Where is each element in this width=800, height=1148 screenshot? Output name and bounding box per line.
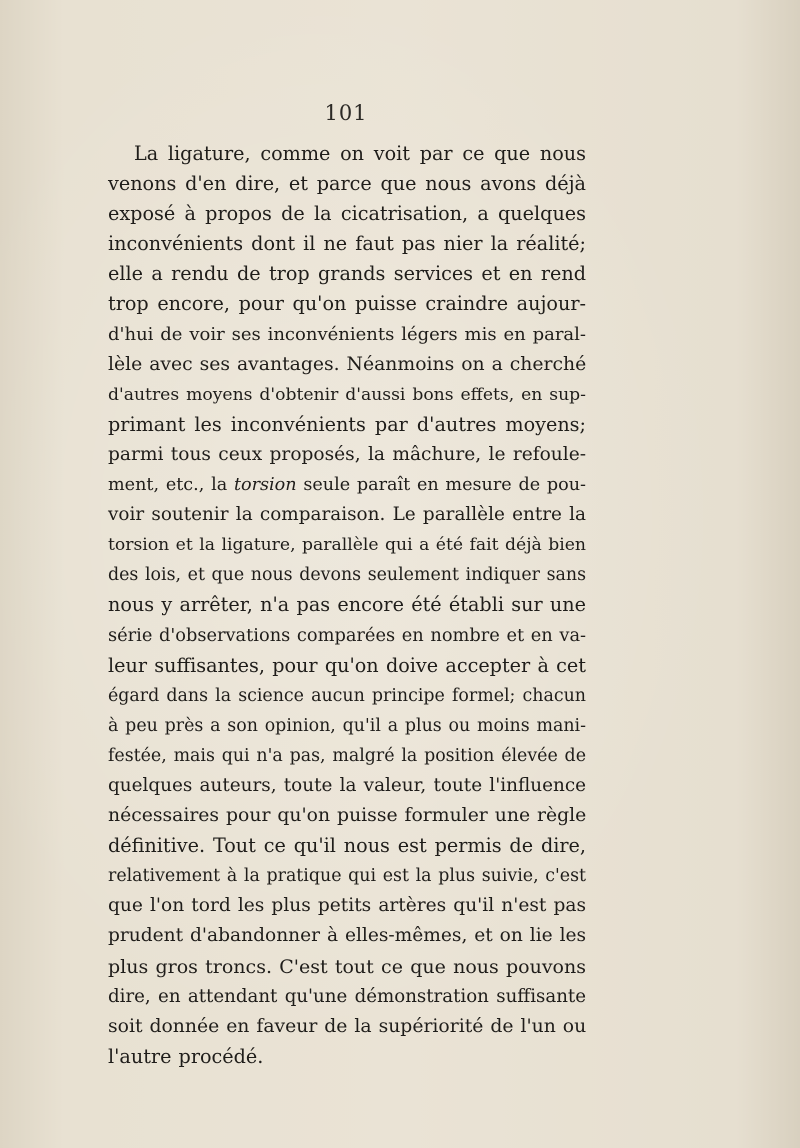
text-line: nous y arrêter, n'a pas encore été établi sur une [108,593,586,617]
text-line: à peu près a son opinion, qu'il a plus ou moins mani- [108,715,586,736]
text-line: festée, mais qui n'a pas, malgré la position élevée de [108,745,586,766]
text-line: voir soutenir la comparaison. Le parallèle entre la [108,504,586,526]
text-line: relativement à la pratique qui est la plus suivie, c'est [108,866,586,887]
text-line: nécessaires pour qu'on puisse formuler une règle [108,805,587,827]
text-line: dire, en attendant qu'une démonstration suffisante [108,985,586,1007]
text-segment: ment, etc., la [108,475,234,496]
text-line: exposé à propos de la cicatrisation, a quelques [108,202,586,226]
text-line: lèle avec ses avantages. Néanmoins on a cherché [108,353,587,375]
text-line: elle a rendu de trop grands services et en rend [108,262,586,286]
text-segment: seule paraît en mesure de pou- [296,475,586,496]
text-line: plus gros troncs. C'est tout ce que nous pouvons [108,955,586,978]
text-line-with-italic [108,470,586,500]
text-line: des lois, et que nous devons seulement indiquer sans [108,565,586,586]
text-line: soit donnée en faveur de la supériorité de l'un ou [108,1015,587,1037]
text-line: série d'observations comparées en nombre et en va- [108,624,587,646]
text-line: venons d'en dire, et parce que nous avons déjà [108,172,586,196]
text-line: primant les inconvénients par d'autres moyens; [108,412,586,436]
text-line: La ligature, comme on voit par ce que nous [134,142,586,165]
text-line: prudent d'abandonner à elles-mêmes, et on lie les [108,925,587,947]
text-line: parmi tous ceux proposés, la mâchure, le refoule- [108,443,586,465]
text-line: d'hui de voir ses inconvénients légers mis en paral- [108,323,586,345]
text-line-last: l'autre procédé. [108,1044,264,1068]
page-number: 101 [324,101,368,125]
text-line: trop encore, pour qu'on puisse craindre aujour- [108,292,586,316]
text-line: égard dans la science aucun principe formel; chacun [108,685,586,706]
italic-word-torsion: torsion [233,475,297,496]
text-line: inconvénients dont il ne faut pas nier la réalité; [108,232,586,256]
text-line: quelques auteurs, toute la valeur, toute l'influence [108,774,586,796]
text-line: que l'on tord les plus petits artères qu'il n'est pas [108,895,586,917]
text-line: définitive. Tout ce qu'il nous est permis de dire, [108,834,586,858]
text-line: torsion et la ligature, parallèle qui a été fait déjà bien [108,535,586,556]
body-paragraph [108,139,586,1072]
text-line: leur suffisantes, pour qu'on doive accepter à cet [108,653,586,677]
text-line: d'autres moyens d'obtenir d'aussi bons effets, en sup- [108,384,586,405]
